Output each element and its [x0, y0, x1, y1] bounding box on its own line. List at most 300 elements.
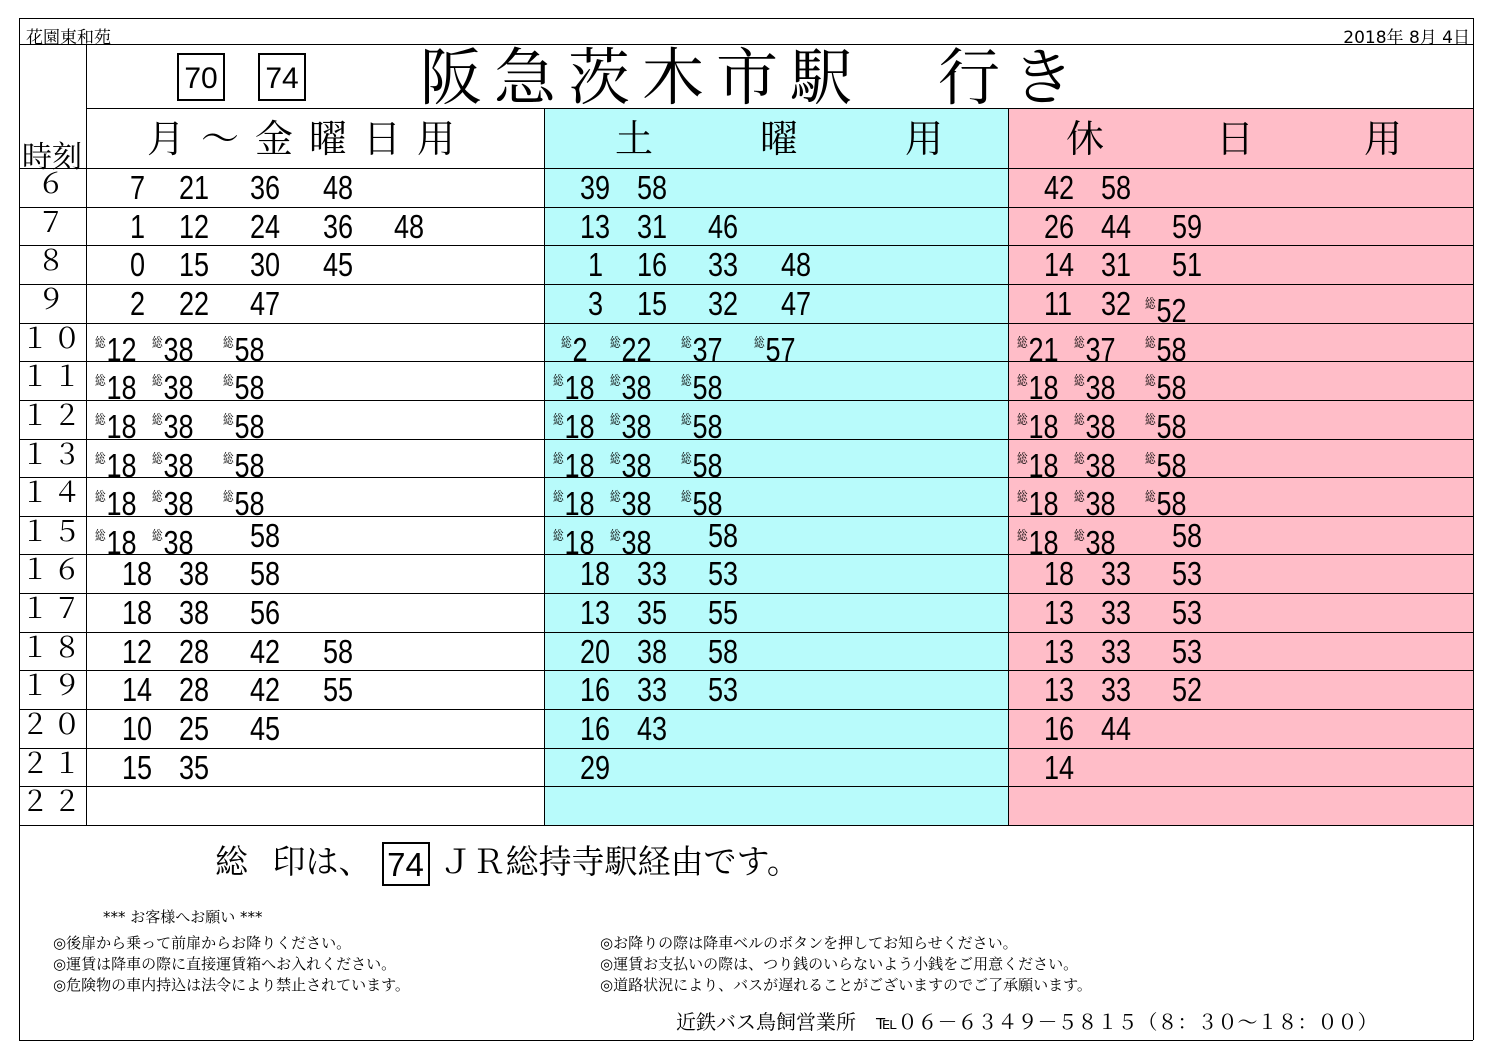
weekday-departure-time: [323, 246, 353, 284]
minute-value: 38: [163, 369, 194, 407]
weekday-departure-time: [223, 478, 265, 523]
minute-value: 18: [1028, 523, 1059, 561]
hour-label: ９: [36, 286, 69, 318]
minute-value: 45: [323, 246, 354, 284]
weekday-departure-time: [323, 169, 353, 207]
minute-value: 35: [637, 594, 668, 632]
minute-value: 53: [708, 555, 739, 593]
minute-value: 31: [637, 207, 668, 245]
hour-label: １１: [21, 364, 86, 396]
hour-label: ２２: [21, 789, 86, 821]
via-marker: 総: [95, 334, 106, 350]
weekday-departure-time: [179, 633, 209, 671]
minute-value: 18: [564, 369, 595, 407]
holiday-departure-time: [1101, 208, 1131, 246]
holiday-departure-time: [1044, 594, 1074, 632]
saturday-departure-time: [708, 285, 738, 323]
office-contact: 近鉄バス鳥飼営業所 ℡０６－６３４９－５８１５（８：３０～１８：００）: [676, 1010, 1378, 1034]
minute-value: 18: [564, 446, 595, 484]
saturday-departure-time: [781, 246, 811, 284]
minute-value: 24: [250, 207, 281, 245]
weekday-departure-time: [179, 208, 209, 246]
hour-label: ７: [36, 209, 69, 241]
weekday-departure-time: [122, 555, 152, 593]
weekday-departure-time: [95, 517, 137, 561]
weekday-departure-time: [122, 710, 152, 748]
minute-value: 58: [234, 369, 265, 407]
weekday-departure-time: [223, 401, 265, 445]
weekday-departure-time: [223, 440, 265, 484]
weekday-departure-time: [250, 710, 280, 748]
via-marker: 総: [1145, 295, 1156, 311]
saturday-departure-time: [637, 169, 667, 207]
minute-value: 53: [1172, 555, 1203, 593]
via-marker: 総: [223, 450, 234, 466]
minute-value: 52: [1172, 671, 1203, 709]
minute-value: 12: [106, 330, 137, 368]
minute-value: 31: [1101, 246, 1132, 284]
minute-value: 2: [130, 284, 146, 322]
weekday-departure-time: [95, 440, 137, 484]
minute-value: 38: [163, 407, 194, 445]
via-marker: 総: [152, 450, 163, 466]
minute-value: 53: [708, 671, 739, 709]
frame-line: [1473, 18, 1474, 1040]
minute-value: 58: [234, 330, 265, 368]
route-number-box: 70: [177, 53, 225, 101]
via-marker: 総: [223, 373, 234, 389]
hour-label: ８: [36, 248, 69, 280]
minute-value: 33: [637, 671, 668, 709]
minute-value: 16: [637, 246, 668, 284]
minute-value: 18: [564, 485, 595, 523]
saturday-departure-time: [580, 671, 610, 709]
frame-line: [19, 1040, 1473, 1041]
grid-line: [86, 44, 87, 825]
weekday-departure-time: [152, 478, 194, 523]
weekday-departure-time: [179, 671, 209, 709]
saturday-departure-time: [588, 246, 603, 284]
minute-value: 18: [106, 407, 137, 445]
minute-value: 28: [179, 671, 210, 709]
saturday-departure-time: [781, 285, 811, 323]
saturday-departure-time: [588, 285, 603, 323]
via-marker: 総: [1074, 489, 1085, 505]
minute-value: 42: [250, 671, 281, 709]
saturday-departure-time: [580, 749, 610, 787]
minute-value: 37: [692, 330, 723, 368]
minute-value: 33: [1101, 594, 1132, 632]
weekday-departure-time: [250, 555, 280, 593]
holiday-departure-time: [1044, 633, 1074, 671]
grid-line: [1008, 108, 1009, 825]
minute-value: 18: [564, 407, 595, 445]
minute-value: 58: [708, 516, 739, 554]
weekday-departure-time: [250, 517, 280, 555]
via-marker: 総: [610, 450, 621, 466]
via-marker: 総: [152, 489, 163, 505]
weekday-departure-time: [250, 285, 280, 323]
holiday-departure-time: [1145, 285, 1187, 329]
minute-value: 18: [580, 555, 611, 593]
minute-value: 16: [1044, 710, 1075, 748]
weekday-departure-time: [130, 208, 145, 246]
holiday-departure-time: [1172, 594, 1202, 632]
saturday-departure-time: [580, 555, 610, 593]
minute-value: 13: [1044, 594, 1075, 632]
saturday-header-char: 曜: [760, 117, 799, 161]
minute-value: 15: [179, 246, 210, 284]
minute-value: 58: [1101, 169, 1132, 206]
minute-value: 13: [580, 207, 611, 245]
minute-value: 38: [621, 407, 652, 445]
via-marker: 総: [95, 489, 106, 505]
weekday-departure-time: [323, 633, 353, 671]
holiday-header-char: 休: [1066, 117, 1105, 161]
weekday-departure-time: [152, 517, 194, 561]
grid-line: [19, 670, 1473, 671]
via-marker: 総: [1145, 411, 1156, 427]
holiday-departure-time: [1101, 594, 1131, 632]
minute-value: 38: [1085, 369, 1116, 407]
weekday-departure-time: [250, 671, 280, 709]
saturday-departure-time: [610, 440, 652, 484]
frame-line: [19, 44, 1473, 45]
weekday-departure-time: [250, 208, 280, 246]
minute-value: 33: [1101, 632, 1132, 670]
minute-value: 13: [1044, 671, 1075, 709]
via-marker: 総: [223, 489, 234, 505]
minute-value: 16: [580, 710, 611, 748]
minute-value: 48: [781, 246, 812, 284]
time-column-label: 時刻: [22, 140, 82, 175]
minute-value: 14: [1044, 748, 1075, 786]
minute-value: 18: [1028, 485, 1059, 523]
via-route-box: 74: [382, 842, 430, 886]
via-marker: 総: [1145, 373, 1156, 389]
minute-value: 26: [1044, 207, 1075, 245]
weekday-departure-time: [95, 362, 137, 407]
saturday-departure-time: [637, 594, 667, 632]
holiday-departure-time: [1017, 440, 1059, 484]
hour-label: １４: [21, 480, 86, 512]
holiday-departure-time: [1172, 633, 1202, 671]
minute-value: 58: [234, 485, 265, 523]
holiday-departure-time: [1044, 671, 1074, 709]
saturday-departure-time: [708, 555, 738, 593]
minute-value: 38: [1085, 523, 1116, 561]
via-marker: 総: [610, 527, 621, 543]
via-marker: 総: [553, 527, 564, 543]
minute-value: 38: [163, 446, 194, 484]
grid-line: [19, 709, 1473, 710]
via-marker: 総: [1017, 373, 1028, 389]
hour-label: １９: [21, 673, 86, 705]
minute-value: 56: [250, 594, 281, 632]
via-marker: 総: [1074, 450, 1085, 466]
via-marker: 総: [95, 411, 106, 427]
minute-value: 46: [708, 207, 739, 245]
minute-value: 58: [708, 632, 739, 670]
saturday-departure-time: [553, 362, 595, 407]
saturday-departure-time: [708, 671, 738, 709]
minute-value: 21: [1028, 330, 1059, 368]
hour-label: ６: [36, 171, 69, 202]
weekday-departure-time: [250, 246, 280, 284]
via-marker: 総: [553, 489, 564, 505]
holiday-header: [1009, 110, 1472, 168]
minute-value: 53: [1172, 632, 1203, 670]
weekday-departure-time: [95, 478, 137, 523]
minute-value: 58: [234, 446, 265, 484]
minute-value: 33: [1101, 671, 1132, 709]
via-marker: 総: [95, 527, 106, 543]
minute-value: 22: [179, 284, 210, 322]
weekday-departure-time: [95, 324, 137, 368]
holiday-header-char: 用: [1364, 117, 1403, 161]
hour-label: １０: [21, 325, 86, 357]
minute-value: 42: [1044, 169, 1075, 206]
minute-value: 25: [179, 710, 210, 748]
saturday-departure-time: [553, 478, 595, 523]
via-marker: 総: [681, 411, 692, 427]
minute-value: 58: [692, 369, 723, 407]
minute-value: 16: [580, 671, 611, 709]
minute-value: 47: [781, 284, 812, 322]
holiday-departure-time: [1017, 401, 1059, 445]
minute-value: 58: [637, 169, 668, 206]
weekday-departure-time: [122, 633, 152, 671]
via-marker: 総: [1017, 411, 1028, 427]
grid-line: [19, 825, 1473, 826]
minute-value: 58: [692, 446, 723, 484]
weekday-departure-time: [179, 594, 209, 632]
weekday-departure-time: [130, 169, 145, 207]
holiday-departure-time: [1101, 246, 1131, 284]
minute-value: 45: [250, 710, 281, 748]
minute-value: 32: [1101, 284, 1132, 322]
saturday-header-char: 用: [905, 117, 944, 161]
minute-value: 38: [621, 523, 652, 561]
request-line: ◎お降りの際は降車ベルのボタンを押してお知らせください。: [600, 934, 1018, 952]
minute-value: 38: [1085, 446, 1116, 484]
via-marker: 総: [553, 373, 564, 389]
minute-value: 12: [122, 632, 153, 670]
saturday-departure-time: [681, 440, 723, 484]
via-marker: 総: [152, 527, 163, 543]
grid-line: [19, 554, 1473, 555]
minute-value: 18: [1028, 369, 1059, 407]
minute-value: 58: [234, 407, 265, 445]
hour-label: １３: [21, 441, 86, 473]
saturday-departure-time: [553, 517, 595, 561]
grid-line: [19, 748, 1473, 749]
via-marker: 総: [681, 334, 692, 350]
holiday-departure-time: [1172, 671, 1202, 709]
weekday-departure-time: [250, 169, 280, 207]
minute-value: 18: [106, 523, 137, 561]
minute-value: 15: [122, 748, 153, 786]
minute-value: 58: [692, 407, 723, 445]
holiday-departure-time: [1145, 324, 1187, 368]
minute-value: 1: [130, 207, 146, 245]
via-marker: 総: [553, 450, 564, 466]
weekday-departure-time: [223, 324, 265, 368]
weekday-departure-time: [152, 401, 194, 445]
weekday-departure-time: [179, 555, 209, 593]
via-marker: 総: [1017, 527, 1028, 543]
minute-value: 37: [1085, 330, 1116, 368]
minute-value: 38: [163, 485, 194, 523]
holiday-departure-time: [1044, 749, 1074, 787]
holiday-departure-time: [1074, 401, 1116, 445]
weekday-departure-time: [250, 633, 280, 671]
minute-value: 20: [580, 632, 611, 670]
minute-value: 58: [1156, 407, 1187, 445]
holiday-header-char: 日: [1216, 117, 1255, 161]
minute-value: 18: [1044, 555, 1075, 593]
via-note-destination: ＪＲ総持寺駅経由です。: [439, 842, 800, 881]
saturday-departure-time: [580, 594, 610, 632]
request-line: ◎運賃お支払いの際は、つり銭のいらないよう小銭をご用意ください。: [600, 955, 1079, 973]
saturday-departure-time: [754, 324, 796, 368]
minute-value: 59: [1172, 207, 1203, 245]
minute-value: 38: [1085, 407, 1116, 445]
minute-value: 0: [130, 246, 146, 284]
saturday-departure-time: [637, 633, 667, 671]
minute-value: 14: [1044, 246, 1075, 284]
minute-value: 58: [1156, 330, 1187, 368]
request-line: ◎道路状況により、バスが遅れることがございますのでご了承願います。: [600, 976, 1092, 994]
holiday-departure-time: [1145, 478, 1187, 523]
minute-value: 18: [122, 594, 153, 632]
holiday-departure-time: [1101, 555, 1131, 593]
saturday-departure-time: [681, 478, 723, 523]
via-marker: 総: [95, 450, 106, 466]
weekday-departure-time: [179, 246, 209, 284]
minute-value: 42: [250, 632, 281, 670]
saturday-departure-time: [637, 671, 667, 709]
saturday-departure-time: [580, 208, 610, 246]
minute-value: 18: [564, 523, 595, 561]
grid-line: [19, 632, 1473, 633]
minute-value: 30: [250, 246, 281, 284]
via-note-text: 印は、: [272, 842, 372, 881]
saturday-departure-time: [708, 633, 738, 671]
via-marker: 総: [1017, 450, 1028, 466]
minute-value: 55: [708, 594, 739, 632]
stop-name: 花園東和苑: [26, 28, 111, 48]
minute-value: 28: [179, 632, 210, 670]
saturday-departure-time: [610, 324, 652, 368]
minute-value: 14: [122, 671, 153, 709]
minute-value: 7: [130, 169, 146, 206]
weekday-departure-time: [323, 671, 353, 709]
via-marker: 総: [561, 334, 572, 350]
minute-value: 58: [692, 485, 723, 523]
minute-value: 58: [250, 555, 281, 593]
minute-value: 39: [580, 169, 611, 206]
minute-value: 44: [1101, 710, 1132, 748]
hour-label: ２１: [21, 750, 86, 782]
holiday-departure-time: [1017, 362, 1059, 407]
minute-value: 53: [1172, 594, 1203, 632]
minute-value: 38: [163, 330, 194, 368]
hour-label: １５: [21, 518, 86, 550]
holiday-departure-time: [1101, 671, 1131, 709]
saturday-departure-time: [610, 401, 652, 445]
via-marker: 総: [553, 411, 564, 427]
weekday-departure-time: [122, 671, 152, 709]
request-line: ◎運賃は降車の際に直接運賃箱へお入れください。: [53, 955, 397, 973]
holiday-departure-time: [1074, 440, 1116, 484]
saturday-departure-time: [681, 401, 723, 445]
holiday-departure-time: [1101, 285, 1131, 323]
holiday-departure-time: [1017, 324, 1059, 368]
route-number-box: 74: [258, 53, 306, 101]
minute-value: 57: [765, 330, 796, 368]
minute-value: 18: [106, 369, 137, 407]
via-marker: 総: [681, 450, 692, 466]
grid-line: [19, 593, 1473, 594]
saturday-departure-time: [610, 362, 652, 407]
via-marker: 総: [610, 373, 621, 389]
holiday-departure-time: [1044, 208, 1074, 246]
via-marker: 総: [215, 842, 248, 881]
holiday-departure-time: [1172, 517, 1202, 555]
via-marker: 総: [610, 489, 621, 505]
grid-line: [19, 284, 1473, 285]
minute-value: 36: [323, 207, 354, 245]
saturday-departure-time: [708, 517, 738, 555]
weekday-departure-time: [179, 749, 209, 787]
weekday-departure-time: [95, 401, 137, 445]
via-marker: 総: [1145, 334, 1156, 350]
holiday-departure-time: [1145, 440, 1187, 484]
minute-value: 13: [1044, 632, 1075, 670]
saturday-departure-time: [681, 324, 723, 368]
minute-value: 43: [637, 710, 668, 748]
frame-line: [19, 18, 20, 1040]
holiday-departure-time: [1074, 362, 1116, 407]
minute-value: 51: [1172, 246, 1203, 284]
holiday-departure-time: [1172, 555, 1202, 593]
saturday-departure-time: [681, 362, 723, 407]
saturday-departure-time: [637, 285, 667, 323]
minute-value: 55: [323, 671, 354, 709]
hour-label: １７: [21, 596, 86, 628]
destination-title: 阪急茨木市駅 行き: [420, 41, 1087, 114]
saturday-departure-time: [610, 478, 652, 523]
weekday-departure-time: [130, 285, 145, 323]
holiday-departure-time: [1017, 517, 1059, 561]
minute-value: 33: [708, 246, 739, 284]
saturday-departure-time: [637, 246, 667, 284]
via-marker: 総: [223, 411, 234, 427]
via-marker: 総: [754, 334, 765, 350]
holiday-departure-time: [1074, 517, 1116, 561]
frame-line: [19, 18, 1473, 19]
grid-line: [86, 108, 1473, 109]
saturday-departure-time: [637, 208, 667, 246]
hour-label: １２: [21, 402, 86, 434]
minute-value: 38: [1085, 485, 1116, 523]
saturday-header-char: 土: [615, 117, 654, 161]
holiday-departure-time: [1145, 362, 1187, 407]
via-marker: 総: [610, 334, 621, 350]
minute-value: 21: [179, 169, 210, 206]
minute-value: 38: [179, 555, 210, 593]
